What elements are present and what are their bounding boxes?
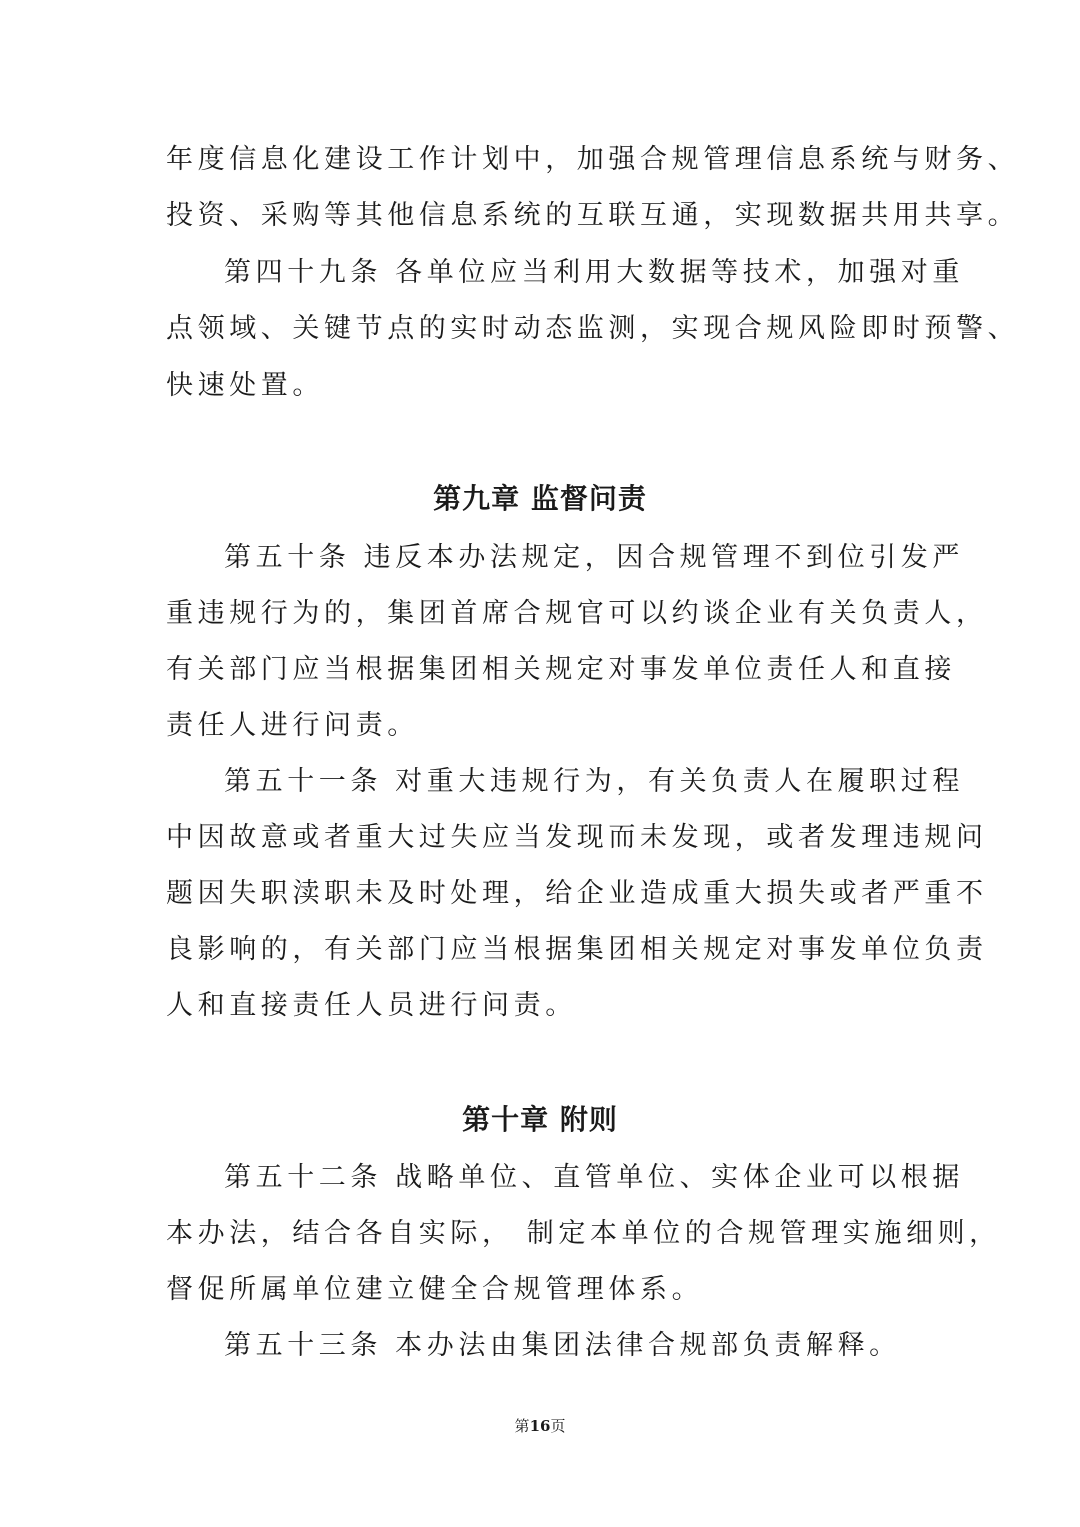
article-49-line: 快速处置。 <box>166 370 324 401</box>
article-52-line: 督促所属单位建立健全合规管理体系。 <box>166 1274 704 1305</box>
article-52-line: 本办法，结合各自实际， 制定本单位的合规管理实施细则， <box>166 1218 1001 1249</box>
page-number-prefix: 第 <box>514 1417 530 1435</box>
article-50-line: 重违规行为的，集团首席合规官可以约谈企业有关负责人， <box>166 598 988 629</box>
article-53-line: 第五十三条 本办法由集团法律合规部负责解释。 <box>224 1330 901 1361</box>
page-number-footer <box>0 1416 1080 1436</box>
paragraph-line: 年度信息化建设工作计划中，加强合规管理信息系统与财务、 <box>166 144 1020 175</box>
chapter-10-heading: 第十章 附则 <box>462 1103 618 1136</box>
article-50-line: 第五十条 违反本办法规定，因合规管理不到位引发严 <box>224 542 964 573</box>
article-51-line: 中因故意或者重大过失应当发现而未发现，或者发理违规问 <box>166 822 988 853</box>
article-50-line: 有关部门应当根据集团相关规定对事发单位责任人和直接 <box>166 654 956 685</box>
article-49-line: 第四十九条 各单位应当利用大数据等技术，加强对重 <box>224 257 964 288</box>
article-49-line: 点领域、关键节点的实时动态监测，实现合规风险即时预警、 <box>166 313 1020 344</box>
article-51-line: 题因失职渎职未及时处理，给企业造成重大损失或者严重不 <box>166 878 988 909</box>
article-52-line: 第五十二条 战略单位、直管单位、实体企业可以根据 <box>224 1162 964 1193</box>
chapter-9-heading: 第九章 监督问责 <box>433 482 647 515</box>
paragraph-line: 投资、采购等其他信息系统的互联互通，实现数据共用共享。 <box>166 200 1020 231</box>
page-number: 16 <box>529 1417 551 1435</box>
article-50-line: 责任人进行问责。 <box>166 710 419 741</box>
article-51-line: 第五十一条 对重大违规行为，有关负责人在履职过程 <box>224 766 964 797</box>
article-51-line: 人和直接责任人员进行问责。 <box>166 990 577 1021</box>
page-number-suffix: 页 <box>550 1417 566 1435</box>
article-51-line: 良影响的，有关部门应当根据集团相关规定对事发单位负责 <box>166 934 988 965</box>
